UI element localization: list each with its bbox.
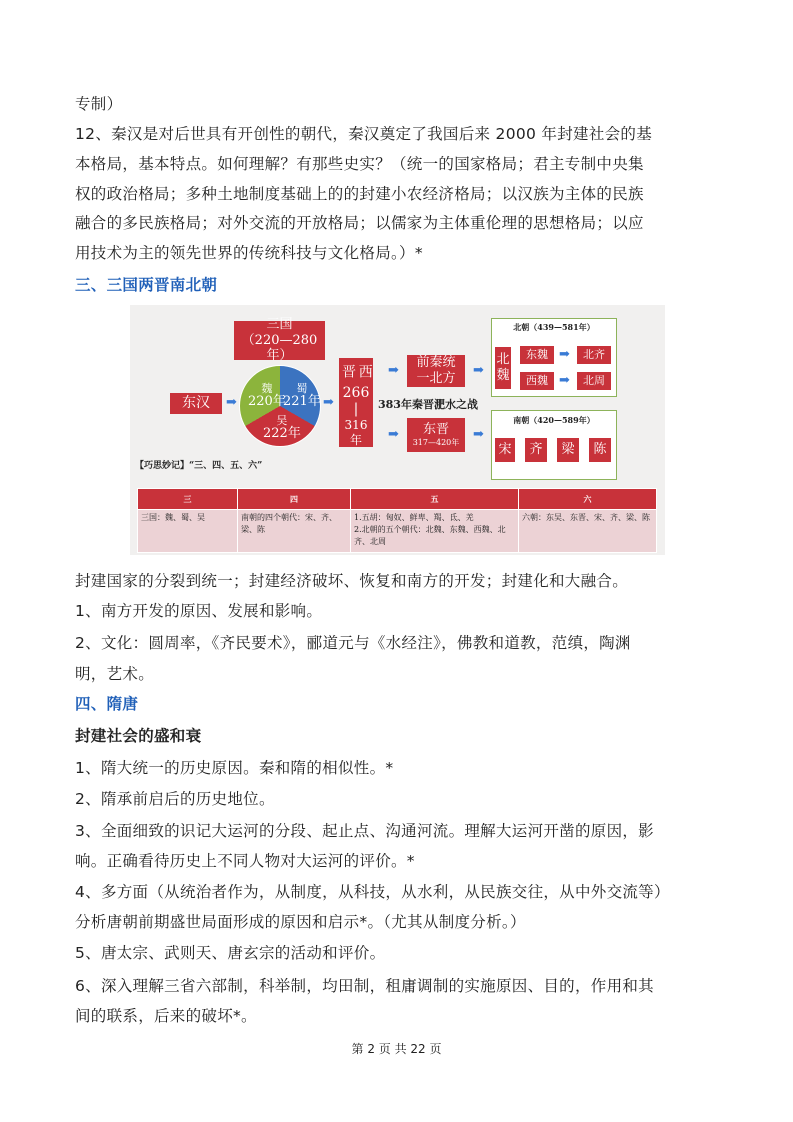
nanchao-frame	[491, 410, 617, 480]
xiwei-box: 西魏	[520, 372, 554, 390]
arrow-icon: ➡	[323, 395, 334, 410]
table-cell: 1.五胡：匈奴、鲜卑、羯、氐、羌 2.北朝的五个朝代：北魏、东魏、西魏、北齐、北周	[351, 510, 519, 553]
text-line: 明，艺术。	[75, 665, 155, 683]
text-line: 间的联系，后来的破坏*。	[75, 1007, 257, 1025]
label: 北朝（439—581年）	[513, 322, 595, 332]
text-line: 6、深入理解三省六部制，科举制，均田制，租庸调制的实施原因、目的，作用和其	[75, 977, 654, 995]
chen-box: 陈	[589, 438, 611, 462]
beiwei-box: 北魏	[495, 347, 511, 389]
text-line: 分析唐朝前期盛世局面形成的原因和启示*。（尤其从制度分析。）	[75, 913, 526, 931]
xijin-box: 西晋 266 | 316年	[339, 358, 373, 447]
table-header: 六	[519, 489, 657, 510]
table-header: 三	[138, 489, 238, 510]
text-line: 响。正确看待历史上不同人物对大运河的评价。*	[75, 852, 415, 870]
text-line: 融合的多民族格局；对外交流的开放格局；以儒家为主体重伦理的思想格局；以应	[75, 214, 644, 232]
history-diagram	[130, 305, 665, 555]
text-line: 2、隋承前启后的历史地位。	[75, 790, 275, 808]
text-line: 12、秦汉是对后世具有开创性的朝代，秦汉奠定了我国后来 2000 年封建社会的基	[75, 125, 653, 143]
text-line: 2、文化：圆周率，《齐民要术》，郦道元与《水经注》，佛教和道教，范缜，陶渊	[75, 634, 631, 652]
mnemonic-table	[137, 488, 657, 553]
arrow-icon: ➡	[388, 363, 399, 378]
table-header: 四	[238, 489, 351, 510]
qi-box: 齐	[525, 438, 547, 462]
table-cell: 六朝：东吴、东晋、宋、齐、梁、陈	[519, 510, 657, 553]
qianqin-box: 前秦统一北方	[407, 355, 465, 387]
table-cell: 南朝的四个朝代：宋、齐、梁、陈	[238, 510, 351, 553]
beizhou-box: 北周	[577, 372, 611, 390]
beichao-frame	[491, 318, 617, 397]
label: （220—280年）	[241, 332, 318, 364]
subheading: 封建社会的盛和衰	[75, 727, 202, 745]
text-line: 本格局，基本特点。如何理解？有那些史实？（统一的国家格局；君主专制中央集	[75, 155, 644, 173]
arrow-icon: ➡	[559, 347, 570, 362]
shu-label: 蜀 221年	[283, 382, 321, 410]
arrow-icon: ➡	[388, 427, 399, 442]
text-line: 4、多方面（从统治者作为，从制度，从科技，从水利，从民族交往，从中外交流等）	[75, 883, 670, 901]
wei-label: 魏 220年	[248, 382, 286, 410]
text-line: 用技术为主的领先世界的传统科技与文化格局。）*	[75, 244, 423, 262]
battle-label: 383年秦晋淝水之战	[378, 398, 478, 411]
text-line: 权的政治格局；多种土地制度基础上的的封建小农经济格局；以汉族为主体的民族	[75, 185, 644, 203]
label: 三国	[266, 317, 293, 333]
section-heading: 四、隋唐	[75, 695, 139, 713]
song-box: 宋	[495, 438, 515, 462]
arrow-icon: ➡	[559, 373, 570, 388]
arrow-icon: ➡	[226, 395, 237, 410]
arrow-icon: ➡	[473, 363, 484, 378]
wu-label: 吴 222年	[263, 414, 301, 442]
arrow-icon: ➡	[473, 427, 484, 442]
text-line: 专制）	[75, 95, 123, 113]
text-line: 5、唐太宗、武则天、唐玄宗的活动和评价。	[75, 944, 386, 962]
dongjin-box: 东晋 317—420年	[407, 418, 465, 452]
mnemonic-label: 【巧思妙记】“三、四、五、六”	[135, 461, 263, 471]
dongwei-box: 东魏	[520, 346, 554, 364]
table-header: 五	[351, 489, 519, 510]
liang-box: 梁	[557, 438, 579, 462]
text-line: 3、全面细致的识记大运河的分段、起止点、沟通河流。理解大运河开凿的原因，影	[75, 822, 654, 840]
donghan-box: 东汉	[170, 393, 222, 414]
sanguo-box	[234, 317, 325, 364]
table-cell: 三国：魏、蜀、吴	[138, 510, 238, 553]
text-line: 1、隋大统一的历史原因。秦和隋的相似性。*	[75, 759, 394, 777]
beiqi-box: 北齐	[577, 346, 611, 364]
text-line: 封建国家的分裂到统一；封建经济破坏、恢复和南方的开发；封建化和大融合。	[75, 572, 629, 590]
label: 南朝（420—589年）	[513, 415, 595, 425]
text-line: 1、南方开发的原因、发展和影响。	[75, 602, 323, 620]
page-footer: 第 2 页 共 22 页	[351, 1042, 442, 1056]
section-heading: 三、三国两晋南北朝	[75, 276, 218, 294]
